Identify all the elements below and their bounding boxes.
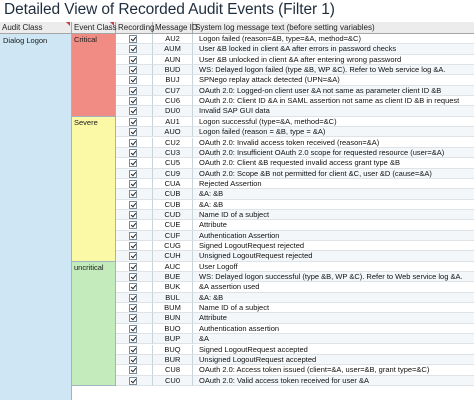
message-text-cell: Attribute: [193, 220, 474, 230]
table-row[interactable]: [116, 179, 474, 189]
audit-class-cell: [0, 34, 72, 400]
recording-cell: [116, 272, 153, 282]
recording-checkbox[interactable]: [129, 252, 137, 260]
table-row[interactable]: [116, 127, 474, 137]
event-class-label: Severe: [74, 117, 98, 127]
recording-cell: [116, 251, 153, 261]
message-text-cell: OAuth 2.0: Logged-on client user &A not same as parameter client ID &B: [193, 86, 474, 96]
table-row[interactable]: [116, 210, 474, 220]
recording-cell: [116, 179, 153, 189]
recording-cell: [116, 86, 153, 96]
recording-cell: [116, 34, 153, 44]
event-class-cell: [72, 262, 116, 386]
message-text-cell: SPNego replay attack detected (UPN=&A): [193, 75, 474, 85]
message-text-cell: Authentication Assertion: [193, 231, 474, 241]
message-text-cell: &A assertion used: [193, 282, 474, 292]
message-text-cell: WS: Delayed logon failed (type &B, WP &C). Refer to Web service log &A.: [193, 65, 474, 75]
message-text-cell: OAuth 2.0: Client &B requested invalid access grant type &B: [193, 158, 474, 168]
recording-checkbox[interactable]: [129, 273, 137, 281]
message-id-cell: BUM: [153, 303, 193, 313]
table-row[interactable]: [116, 169, 474, 179]
recording-cell: [116, 65, 153, 75]
message-id-cell: BUN: [153, 313, 193, 323]
recording-cell: [116, 210, 153, 220]
message-id-cell: CUE: [153, 220, 193, 230]
message-text-cell: User &B locked in client &A after errors in password checks: [193, 44, 474, 54]
table-row[interactable]: [116, 189, 474, 199]
message-text-cell: Name ID of a subject: [193, 210, 474, 220]
recording-checkbox[interactable]: [129, 335, 137, 343]
table-row[interactable]: [116, 96, 474, 106]
table-row[interactable]: [116, 138, 474, 148]
message-id-cell: BUD: [153, 65, 193, 75]
table-row[interactable]: [116, 200, 474, 210]
message-id-cell: BUJ: [153, 75, 193, 85]
recording-checkbox[interactable]: [129, 325, 137, 333]
recording-checkbox[interactable]: [129, 107, 137, 115]
message-id-cell: DU0: [153, 106, 193, 116]
table-row[interactable]: [116, 55, 474, 65]
message-id-cell: BUQ: [153, 345, 193, 355]
recording-cell: [116, 44, 153, 54]
message-text-cell: Logon successful (type=&A, method=&C): [193, 117, 474, 127]
message-text-cell: OAuth 2.0: Invalid access token received (reason=&A): [193, 138, 474, 148]
message-text-cell: Unsigned LogoutRequest accepted: [193, 355, 474, 365]
audit-events-table: [0, 22, 474, 400]
event-class-label: Critical: [74, 35, 97, 44]
recording-cell: [116, 169, 153, 179]
message-text-cell: Logon failed (reason=&B, type=&A, method=&C): [193, 34, 474, 44]
message-text-cell: Invalid SAP GUI data: [193, 106, 474, 116]
message-id-cell: CU6: [153, 96, 193, 106]
recording-checkbox[interactable]: [129, 170, 137, 178]
recording-checkbox[interactable]: [129, 211, 137, 219]
recording-cell: [116, 293, 153, 303]
recording-checkbox[interactable]: [129, 304, 137, 312]
recording-checkbox[interactable]: [129, 346, 137, 354]
table-row[interactable]: [116, 345, 474, 355]
recording-checkbox[interactable]: [129, 66, 137, 74]
table-row[interactable]: [116, 241, 474, 251]
message-id-cell: CU9: [153, 169, 193, 179]
recording-checkbox[interactable]: [129, 87, 137, 95]
table-body: [0, 34, 474, 400]
column-header-recording[interactable]: Recording: [118, 23, 155, 32]
recording-cell: [116, 345, 153, 355]
message-id-cell: AUO: [153, 127, 193, 137]
table-row[interactable]: [116, 44, 474, 54]
message-text-cell: &A: [193, 334, 474, 344]
message-text-cell: Unsigned LogoutRequest rejected: [193, 251, 474, 261]
recording-checkbox[interactable]: [129, 263, 137, 271]
message-id-cell: BUK: [153, 282, 193, 292]
table-row[interactable]: [116, 158, 474, 168]
recording-cell: [116, 106, 153, 116]
message-id-cell: AUN: [153, 55, 193, 65]
recording-checkbox[interactable]: [129, 366, 137, 374]
message-text-cell: OAuth 2.0: Client ID &A in SAML assertion not same as client ID &B in request: [193, 96, 474, 106]
event-class-cell: [72, 34, 116, 117]
recording-cell: [116, 282, 153, 292]
recording-checkbox[interactable]: [129, 35, 137, 43]
recording-checkbox[interactable]: [129, 221, 137, 229]
table-header: [0, 22, 474, 34]
table-row[interactable]: [116, 303, 474, 313]
message-id-cell: BUO: [153, 324, 193, 334]
table-row[interactable]: [116, 355, 474, 365]
message-id-cell: BUE: [153, 272, 193, 282]
message-id-cell: CUF: [153, 231, 193, 241]
table-row[interactable]: [116, 365, 474, 375]
message-id-cell: CU8: [153, 365, 193, 375]
recording-checkbox[interactable]: [129, 356, 137, 364]
recording-cell: [116, 127, 153, 137]
recording-cell: [116, 355, 153, 365]
message-text-cell: User Logoff: [193, 262, 474, 272]
table-row[interactable]: [116, 117, 474, 127]
recording-checkbox[interactable]: [129, 159, 137, 167]
message-id-cell: CU2: [153, 138, 193, 148]
recording-cell: [116, 313, 153, 323]
message-text-cell: OAuth 2.0: Access token issued (client=&A, user=&B, grant type=&C): [193, 365, 474, 375]
message-id-cell: AUM: [153, 44, 193, 54]
recording-checkbox[interactable]: [129, 128, 137, 136]
recording-checkbox[interactable]: [129, 232, 137, 240]
message-id-cell: BUL: [153, 293, 193, 303]
recording-cell: [116, 200, 153, 210]
column-header-audit-class[interactable]: Audit Class: [0, 22, 72, 33]
recording-checkbox[interactable]: [129, 294, 137, 302]
recording-checkbox[interactable]: [129, 149, 137, 157]
message-id-cell: CU0: [153, 376, 193, 386]
recording-cell: [116, 334, 153, 344]
message-id-cell: AU2: [153, 34, 193, 44]
page-title: Detailed View of Recorded Audit Events (Filter 1): [4, 1, 335, 18]
table-row[interactable]: [116, 282, 474, 292]
message-text-cell: Signed LogoutRequest rejected: [193, 241, 474, 251]
recording-checkbox[interactable]: [129, 314, 137, 322]
column-header-event-class[interactable]: Event Class: [74, 23, 117, 32]
recording-cell: [116, 117, 153, 127]
message-text-cell: &A: &B: [193, 293, 474, 303]
recording-checkbox[interactable]: [129, 76, 137, 84]
recording-cell: [116, 96, 153, 106]
table-row[interactable]: [116, 148, 474, 158]
message-text-cell: OAuth 2.0: Scope &B not permitted for client &C, user &D (cause=&A): [193, 169, 474, 179]
recording-checkbox[interactable]: [129, 180, 137, 188]
message-text-cell: Name ID of a subject: [193, 303, 474, 313]
message-id-cell: CUB: [153, 189, 193, 199]
table-row[interactable]: [116, 75, 474, 85]
message-id-cell: CU3: [153, 148, 193, 158]
recording-cell: [116, 303, 153, 313]
recording-checkbox[interactable]: [129, 56, 137, 64]
table-row[interactable]: [116, 262, 474, 272]
table-row[interactable]: [116, 86, 474, 96]
event-class-cell: [72, 117, 116, 262]
message-id-cell: CU5: [153, 158, 193, 168]
message-id-cell: BUP: [153, 334, 193, 344]
message-id-cell: CUG: [153, 241, 193, 251]
message-text-cell: &A: &B: [193, 189, 474, 199]
message-id-cell: AU1: [153, 117, 193, 127]
table-row[interactable]: [116, 293, 474, 303]
recording-cell: [116, 158, 153, 168]
recording-checkbox[interactable]: [129, 45, 137, 53]
table-row[interactable]: [116, 251, 474, 261]
table-row[interactable]: [116, 231, 474, 241]
recording-cell: [116, 376, 153, 386]
message-text-cell: OAuth 2.0: Valid access token received for user &A: [193, 376, 474, 386]
recording-checkbox[interactable]: [129, 139, 137, 147]
message-id-cell: CUB: [153, 200, 193, 210]
message-id-cell: CUA: [153, 179, 193, 189]
recording-checkbox[interactable]: [129, 242, 137, 250]
message-text-cell: Attribute: [193, 313, 474, 323]
recording-checkbox[interactable]: [129, 201, 137, 209]
table-row[interactable]: [116, 272, 474, 282]
recording-checkbox[interactable]: [129, 118, 137, 126]
message-id-cell: CU7: [153, 86, 193, 96]
message-text-cell: WS: Delayed logon successful (type &B, WP &C). Refer to Web service log &A.: [193, 272, 474, 282]
message-text-cell: Authentication assertion: [193, 324, 474, 334]
message-id-cell: CUH: [153, 251, 193, 261]
recording-checkbox[interactable]: [129, 283, 137, 291]
recording-cell: [116, 231, 153, 241]
message-text-cell: Rejected Assertion: [193, 179, 474, 189]
message-text-cell: Signed LogoutRequest accepted: [193, 345, 474, 355]
message-id-cell: AUC: [153, 262, 193, 272]
message-text-cell: User &B unlocked in client &A after entering wrong password: [193, 55, 474, 65]
recording-cell: [116, 220, 153, 230]
column-header-message-text[interactable]: System log message text (before setting variables): [195, 23, 375, 32]
recording-checkbox[interactable]: [129, 97, 137, 105]
recording-checkbox[interactable]: [129, 190, 137, 198]
message-text-cell: OAuth 2.0: Insufficient OAuth 2.0 scope for requested resource (user=&A): [193, 148, 474, 158]
recording-checkbox[interactable]: [129, 377, 137, 385]
recording-cell: [116, 75, 153, 85]
table-row[interactable]: [116, 376, 474, 386]
audit-class-value: Dialog Logon: [3, 36, 48, 45]
message-text-cell: Logon failed (reason = &B, type = &A): [193, 127, 474, 137]
recording-cell: [116, 324, 153, 334]
recording-cell: [116, 241, 153, 251]
table-row[interactable]: [116, 220, 474, 230]
recording-cell: [116, 262, 153, 272]
table-row[interactable]: [116, 313, 474, 323]
recording-cell: [116, 55, 153, 65]
message-id-cell: BUR: [153, 355, 193, 365]
table-row[interactable]: [116, 334, 474, 344]
recording-cell: [116, 189, 153, 199]
recording-cell: [116, 365, 153, 375]
message-id-cell: CUD: [153, 210, 193, 220]
table-row[interactable]: [116, 34, 474, 44]
event-class-label: uncritical: [74, 262, 104, 272]
recording-cell: [116, 148, 153, 158]
table-row[interactable]: [116, 106, 474, 116]
table-row[interactable]: [116, 324, 474, 334]
message-text-cell: &A: &B: [193, 200, 474, 210]
column-header-message-id[interactable]: Message ID: [155, 23, 198, 32]
recording-cell: [116, 138, 153, 148]
table-row[interactable]: [116, 65, 474, 75]
